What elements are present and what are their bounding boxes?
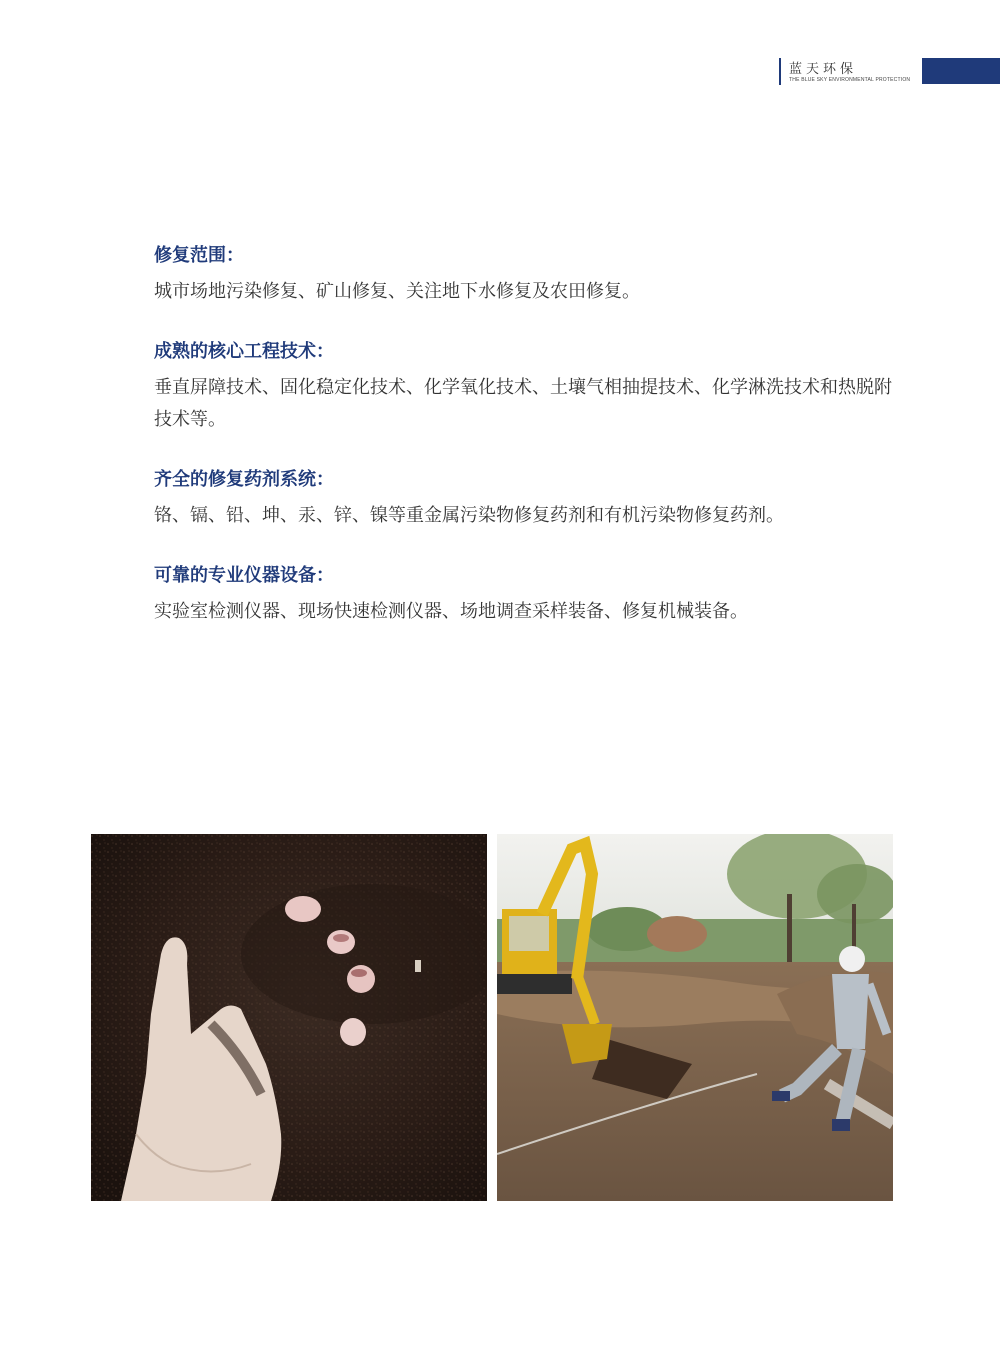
brand-title: 蓝天环保: [789, 62, 858, 77]
section-title: 修复范围：: [154, 245, 244, 266]
section-body: 铬、镉、铅、坤、汞、锌、镍等重金属污染物修复药剂和有机污染物修复药剂。: [154, 505, 784, 526]
section-title: 齐全的修复药剂系统：: [154, 469, 334, 490]
section-core-technology: [154, 338, 914, 436]
excavator-site-photo: [497, 834, 893, 1201]
section-title: 成熟的核心工程技术：: [154, 341, 334, 362]
section-equipment: [154, 562, 914, 628]
section-title: 可靠的专业仪器设备：: [154, 565, 334, 586]
section-agents: [154, 466, 914, 532]
section-body: 城市场地污染修复、矿山修复、关注地下水修复及农田修复。: [154, 281, 640, 302]
header-divider: [779, 58, 781, 85]
brand-subtitle: THE BLUE SKY ENVIRONMENTAL PROTECTION: [789, 77, 911, 83]
section-body: 垂直屏障技术、固化稳定化技术、化学氧化技术、土壤气相抽提技术、化学淋洗技术和热脱附技术等。: [154, 377, 892, 430]
header-accent-block: [922, 58, 1000, 84]
main-content: [154, 242, 914, 658]
soil-in-hand-photo: [91, 834, 487, 1201]
section-repair-scope: [154, 242, 914, 308]
section-body: 实验室检测仪器、现场快速检测仪器、场地调查采样装备、修复机械装备。: [154, 601, 748, 622]
